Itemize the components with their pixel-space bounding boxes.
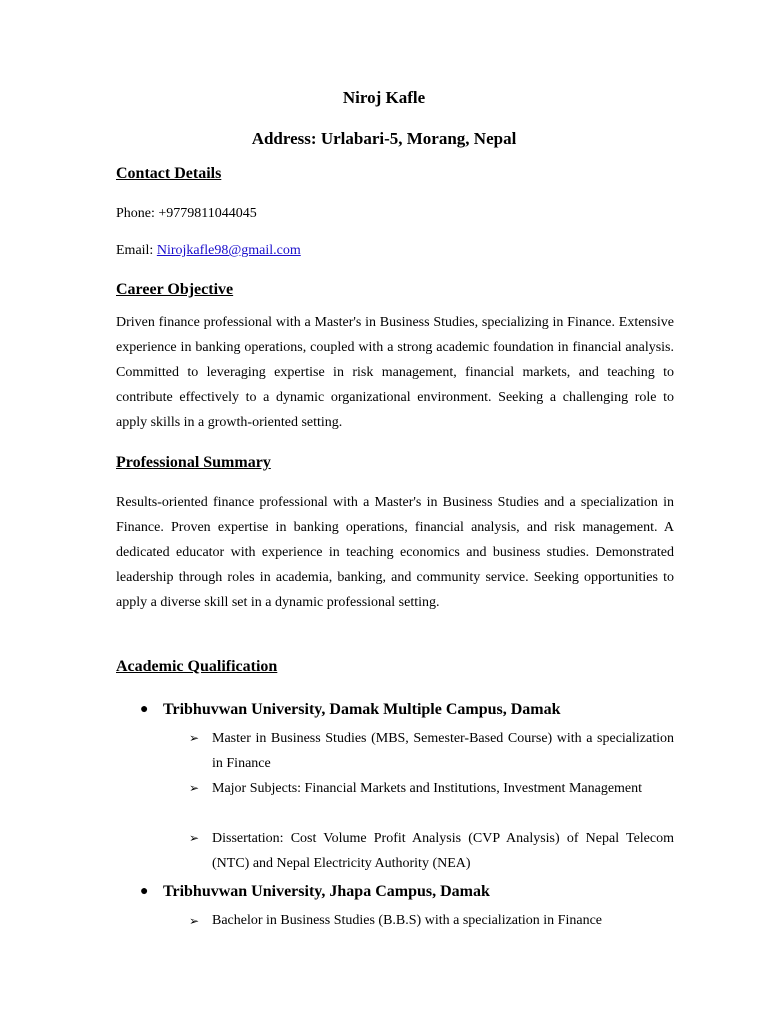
- qualification-detail: Bachelor in Business Studies (B.B.S) with a specialization in Finance: [212, 913, 602, 928]
- email-line: [116, 242, 301, 260]
- arrow-bullet-icon: ➢: [189, 914, 200, 928]
- email-label: Email:: [116, 243, 157, 258]
- qualification-detail: Major Subjects: Financial Markets and Institutions, Investment Management: [212, 781, 643, 796]
- career-objective-text: Driven finance professional with a Master's in Business Studies, specializing in Finance. Extensive experience in banking operations, coupled with a strong academic foundation in financial analysis. Committed to leveraging expertise in risk management, financial markets, and teaching to contribute effectively to a dynamic organizational environment. Seeking a challenging role to apply skills in a growth-oriented setting.: [116, 315, 674, 430]
- qualification-detail: Dissertation: Cost Volume Profit Analysis (CVP Analysis) of Nepal Telecom (NTC) and Nepal Electricity Authority (NEA): [212, 831, 674, 871]
- professional-summary-text: Results-oriented finance professional with a Master's in Business Studies and a specialization in Finance. Proven expertise in banking operations, financial analysis, and risk management. A dedicated educator with experience in teaching economics and business studies. Demonstrated leadership through roles in academia, banking, and community service. Seeking opportunities to apply a diverse skill set in a dynamic professional setting.: [116, 495, 674, 610]
- academic-qualification-heading: Academic Qualification: [116, 658, 278, 675]
- phone-label: Phone:: [116, 206, 159, 221]
- phone-value: +9779811044045: [158, 206, 257, 221]
- contact-heading: Contact Details: [116, 165, 222, 182]
- bullet-icon: ●: [140, 884, 149, 899]
- career-objective-heading: Career Objective: [116, 281, 234, 298]
- candidate-name: Niroj Kafle: [342, 88, 426, 107]
- candidate-address: Address: Urlabari-5, Morang, Nepal: [251, 129, 517, 148]
- arrow-bullet-icon: ➢: [189, 831, 200, 845]
- bullet-icon: ●: [140, 702, 149, 717]
- arrow-bullet-icon: ➢: [189, 781, 200, 795]
- phone-line: [116, 205, 257, 223]
- email-link[interactable]: Nirojkafle98@gmail.com: [156, 243, 301, 258]
- professional-summary-heading: Professional Summary: [116, 454, 271, 471]
- institution-title: Tribhuvwan University, Damak Multiple Campus, Damak: [163, 701, 561, 718]
- qualification-detail: Master in Business Studies (MBS, Semester-Based Course) with a specialization in Finance: [212, 731, 674, 771]
- arrow-bullet-icon: ➢: [189, 731, 200, 745]
- institution-title: Tribhuvwan University, Jhapa Campus, Damak: [163, 883, 490, 900]
